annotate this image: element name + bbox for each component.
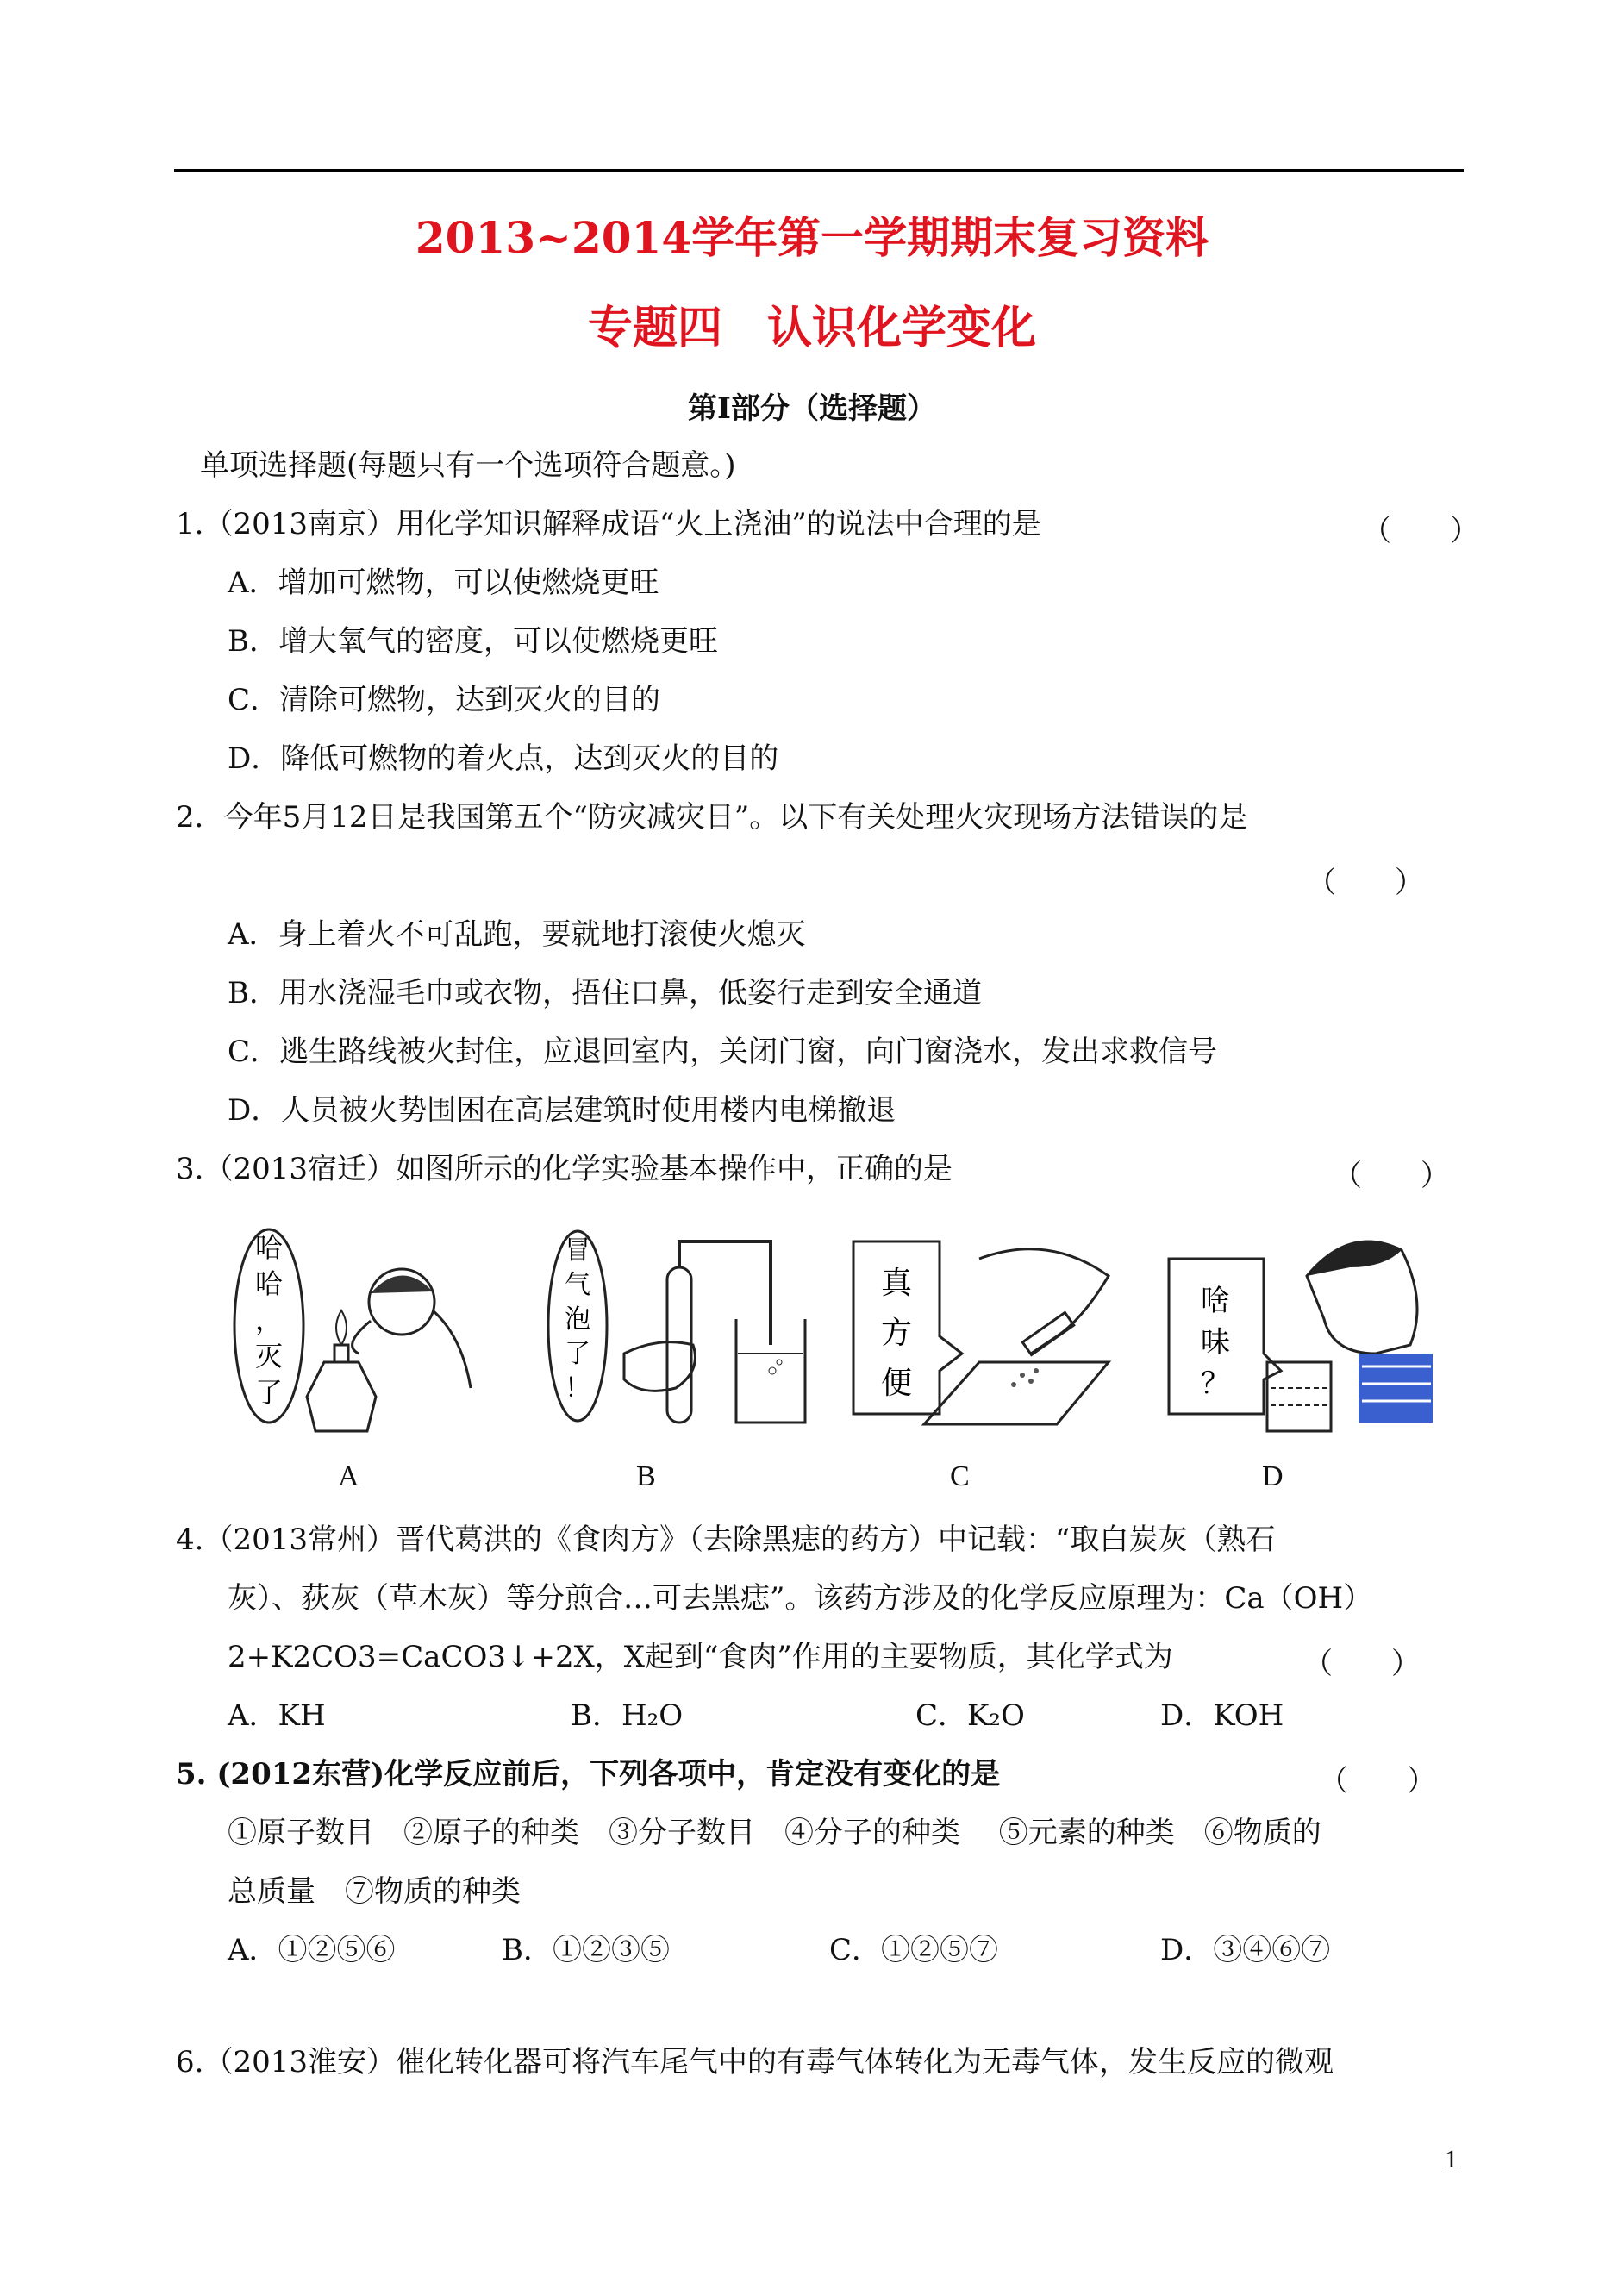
- q5-option-c: C．①②⑤⑦: [829, 1933, 999, 1967]
- figure-b-bubble-2: 气: [565, 1270, 590, 1300]
- q5-items-line-2: 总质量 ⑦物质的种类: [228, 1874, 521, 1909]
- figure-b: [547, 1224, 822, 1440]
- figure-d-bubble-1: 啥: [1201, 1284, 1230, 1318]
- q5-answer-blank: （ ）: [1319, 1764, 1436, 1798]
- figure-a-bubble-4: 灭: [254, 1340, 284, 1373]
- figure-b-label: B: [636, 1460, 656, 1492]
- page-number: 1: [1445, 2145, 1458, 2173]
- part-heading: 第Ⅰ部分（选择题）: [688, 391, 936, 426]
- q2-option-c: C．逃生路线被火封住，应退回室内，关闭门窗，向门窗浇水，发出求救信号: [228, 1035, 1218, 1069]
- q2-option-d: D．人员被火势围困在高层建筑时使用楼内电梯撤退: [228, 1093, 896, 1128]
- figure-a-bubble-5: 了: [254, 1376, 284, 1409]
- figure-c-label: C: [950, 1460, 970, 1492]
- q4-option-b: B．H₂O: [571, 1698, 684, 1733]
- figure-a-bubble-1: 哈: [254, 1231, 284, 1264]
- q1-option-b: B．增大氧气的密度，可以使燃烧更旺: [228, 624, 718, 659]
- q2-option-a: A．身上着火不可乱跑，要就地打滚使火熄灭: [228, 917, 806, 952]
- document-subtitle: 专题四 认识化学变化: [587, 302, 1036, 354]
- q2-answer-blank: （ ）: [1307, 866, 1424, 900]
- q4-option-c: C．K₂O: [915, 1698, 1025, 1733]
- q1-option-d: D．降低可燃物的着火点，达到灭火的目的: [228, 741, 779, 776]
- figure-a: [229, 1224, 488, 1440]
- section-heading: 单项选择题(每题只有一个选项符合题意。): [200, 448, 736, 483]
- q5-option-d: D．③④⑥⑦: [1160, 1933, 1331, 1967]
- q1-stem: 1.（2013南京）用化学知识解释成语“火上浇油”的说法中合理的是: [176, 507, 1041, 541]
- q5-items-line-1: ①原子数目 ②原子的种类 ③分子数目 ④分子的种类 ⑤元素的种类 ⑥物质的: [228, 1816, 1321, 1850]
- q3-stem: 3.（2013宿迁）如图所示的化学实验基本操作中，正确的是: [176, 1152, 953, 1186]
- q5-option-a: A．①②⑤⑥: [228, 1933, 396, 1967]
- q4-stem-line-3: 2+K2CO3=CaCO3↓+2X，X起到“食肉”作用的主要物质，其化学式为: [228, 1640, 1173, 1674]
- figure-a-bubble-3: ，: [254, 1304, 284, 1336]
- q1-answer-blank: （ ）: [1362, 514, 1479, 548]
- figure-d-label: D: [1262, 1460, 1284, 1492]
- q4-answer-blank: （ ）: [1303, 1647, 1421, 1681]
- figure-d-bubble-2: 味: [1201, 1325, 1230, 1360]
- figure-c: [850, 1224, 1126, 1440]
- figure-b-bubble-1: 冒: [565, 1235, 590, 1266]
- figure-b-bubble-5: ！: [565, 1373, 590, 1404]
- q5-option-b: B．①②③⑤: [502, 1933, 670, 1967]
- figure-c-bubble-3: 便: [880, 1366, 913, 1401]
- top-rule: [174, 169, 1464, 172]
- q3-answer-blank: （ ）: [1333, 1159, 1450, 1193]
- q2-option-b: B．用水浇湿毛巾或衣物，捂住口鼻，低姿行走到安全通道: [228, 976, 982, 1010]
- figure-a-label: A: [338, 1460, 359, 1492]
- q1-option-a: A．增加可燃物，可以使燃烧更旺: [228, 566, 659, 600]
- q2-stem: 2．今年5月12日是我国第五个“防灾减灾日”。以下有关处理火灾现场方法错误的是: [176, 800, 1248, 835]
- q4-option-d: D．KOH: [1160, 1698, 1284, 1733]
- figure-b-bubble-4: 了: [565, 1339, 590, 1369]
- figure-b-bubble-3: 泡: [565, 1304, 590, 1335]
- figure-d: [1160, 1224, 1436, 1440]
- figure-c-bubble-1: 真: [880, 1266, 913, 1301]
- q5-stem: 5. (2012东营)化学反应前后，下列各项中，肯定没有变化的是: [176, 1757, 1001, 1792]
- figure-d-bubble-3: ？: [1201, 1366, 1230, 1401]
- figure-a-bubble-2: 哈: [254, 1267, 284, 1300]
- document-title: 2013~2014学年第一学期期末复习资料: [415, 212, 1209, 263]
- q4-stem-line-2: 灰）、荻灰（草木灰）等分煎合…可去黑痣”。该药方涉及的化学反应原理为：Ca（OH）: [228, 1581, 1373, 1616]
- q4-option-a: A．KH: [228, 1698, 326, 1733]
- q1-option-c: C．清除可燃物，达到灭火的目的: [228, 683, 661, 717]
- figure-c-bubble-2: 方: [880, 1316, 913, 1351]
- q6-stem: 6.（2013淮安）催化转化器可将汽车尾气中的有毒气体转化为无毒气体，发生反应的微观: [176, 2045, 1334, 2079]
- q4-stem-line-1: 4.（2013常州）晋代葛洪的《食肉方》（去除黑痣的药方）中记载：“取白炭灰（熟石: [176, 1523, 1276, 1557]
